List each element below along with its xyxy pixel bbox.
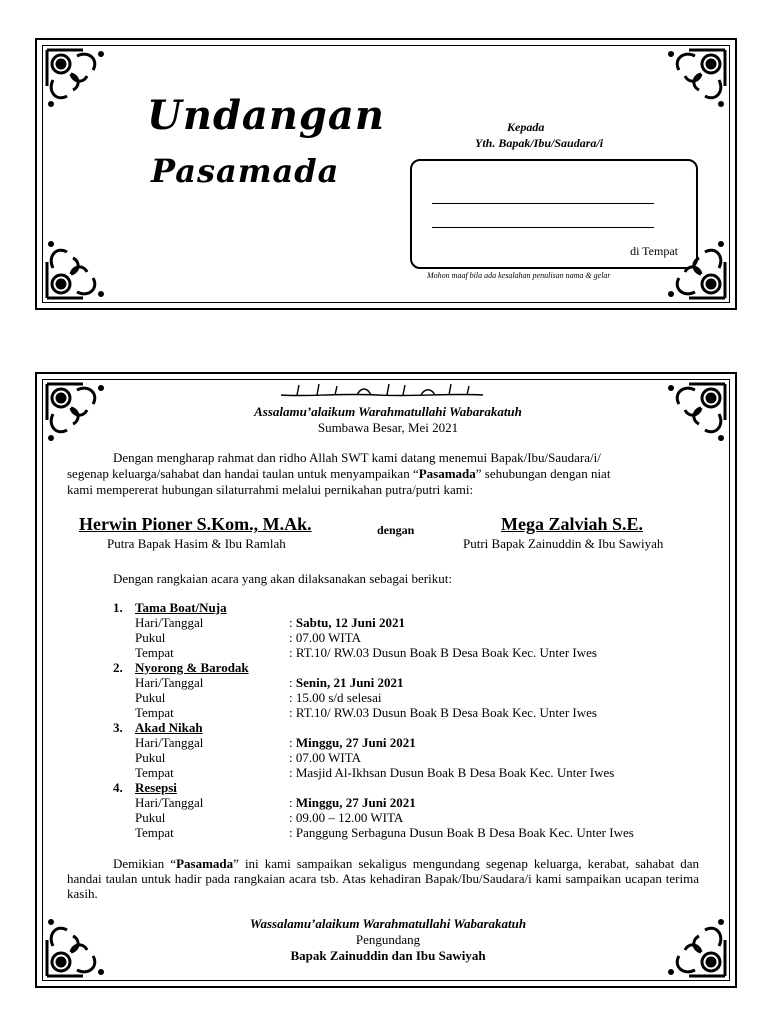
event-time-value: 15.00 s/d selesai	[295, 690, 382, 705]
intro-line-3: kami mempererat hubungan silaturrahmi melalui pernikahan putra/putri kami:	[67, 482, 474, 497]
event-place-label: Tempat	[135, 765, 174, 780]
address-line	[432, 203, 654, 204]
intro-line-2-start: segenap keluarga/sahabat dan handai taulan untuk menyampaikan “	[67, 466, 419, 481]
event-time-value: 07.00 WITA	[295, 750, 362, 765]
address-line	[432, 227, 654, 228]
corner-ornament-icon	[43, 46, 109, 112]
event-number: 3.	[113, 720, 123, 735]
intro-line-2	[67, 466, 610, 481]
event-day: : Minggu, 27 Juni 2021	[289, 735, 416, 750]
event-time-label: Pukul	[135, 630, 166, 645]
event-time: : 15.00 s/d selesai	[289, 690, 382, 705]
event-time: : 07.00 WITA	[289, 750, 362, 765]
invitation-card	[35, 372, 737, 988]
event-day-label: Hari/Tanggal	[135, 795, 204, 810]
to-label: Kepada	[507, 120, 545, 134]
event-day-label: Hari/Tanggal	[135, 675, 204, 690]
event-place-value: RT.10/ RW.03 Dusun Boak B Desa Boak Kec. Unter Iwes	[295, 705, 597, 720]
event-time-label: Pukul	[135, 810, 166, 825]
event-day-label: Hari/Tanggal	[135, 615, 204, 630]
event-name: Nyorong & Barodak	[135, 660, 249, 675]
event-time: : 07.00 WITA	[289, 630, 362, 645]
intro-line-1: Dengan mengharap rahmat dan ridho Allah SWT kami datang menemui Bapak/Ibu/Saudara/i/	[113, 450, 601, 465]
agenda-intro: Dengan rangkaian acara yang akan dilaksanakan sebagai berikut:	[113, 571, 452, 586]
event-number: 1.	[113, 600, 123, 615]
event-day-value: Minggu, 27 Juni 2021	[295, 735, 416, 750]
event-time-label: Pukul	[135, 750, 166, 765]
event-place: : RT.10/ RW.03 Dusun Boak B Desa Boak Kec. Unter Iwes	[289, 645, 597, 660]
event-name: Tama Boat/Nuja	[135, 600, 227, 615]
event-place-value: RT.10/ RW.03 Dusun Boak B Desa Boak Kec. Unter Iwes	[295, 645, 597, 660]
event-number: 4.	[113, 780, 123, 795]
corner-ornament-icon	[43, 236, 109, 302]
event-place-label: Tempat	[135, 825, 174, 840]
opening-greeting: Assalamu’alaikum Warahmatullahi Wabarakatuh	[254, 404, 522, 419]
event-place: : Panggung Serbaguna Dusun Boak B Desa Boak Kec. Unter Iwes	[289, 825, 634, 840]
groom-name: Herwin Pioner S.Kom., M.Ak.	[79, 514, 312, 534]
envelope-card	[35, 38, 737, 310]
event-name: Akad Nikah	[135, 720, 203, 735]
place-label: di Tempat	[630, 244, 678, 258]
event-place-value: Panggung Serbaguna Dusun Boak B Desa Boak Kec. Unter Iwes	[295, 825, 634, 840]
apology-note: Mohon maaf bila ada kesalahan penulisan nama & gelar	[427, 271, 611, 280]
corner-ornament-icon	[663, 46, 729, 112]
event-time: : 09.00 – 12.00 WITA	[289, 810, 404, 825]
event-day-value: Minggu, 27 Juni 2021	[295, 795, 416, 810]
event-time-value: 09.00 – 12.00 WITA	[295, 810, 404, 825]
closing-end: ” ini kami sampaikan sekaligus mengundang segenap keluarga, kerabat, sahabat dan handai taulan untuk hadir pada rangkaian acara tsb. Atas kehadiran Bapak/Ibu/Saudara/i kami sampaikan ucapan terima kasih.	[67, 856, 699, 901]
closing-greeting: Wassalamu’alaikum Warahmatullahi Wabarakatuh	[249, 916, 527, 931]
event-place: : RT.10/ RW.03 Dusun Boak B Desa Boak Kec. Unter Iwes	[289, 705, 597, 720]
event-name: Resepsi	[135, 780, 177, 795]
address-box	[410, 159, 698, 269]
event-day-value: Senin, 21 Juni 2021	[295, 675, 404, 690]
event-place-value: Masjid Al-Ikhsan Dusun Boak B Desa Boak Kec. Unter Iwes	[295, 765, 615, 780]
event-place: : Masjid Al-Ikhsan Dusun Boak B Desa Boak Kec. Unter Iwes	[289, 765, 615, 780]
bismillah-calligraphy-icon	[277, 381, 487, 399]
event-day-value: Sabtu, 12 Juni 2021	[295, 615, 405, 630]
event-place-label: Tempat	[135, 705, 174, 720]
to-recipient: Yth. Bapak/Ibu/Saudara/i	[475, 136, 604, 150]
closing-paragraph	[67, 856, 699, 901]
bride-parents: Putri Bapak Zainuddin & Ibu Sawiyah	[463, 536, 664, 551]
groom-parents: Putra Bapak Hasim & Ibu Ramlah	[107, 536, 286, 551]
bride-name: Mega Zalviah S.E.	[501, 514, 644, 534]
intro-line-2-bold: Pasamada	[418, 466, 476, 481]
event-time-label: Pukul	[135, 690, 166, 705]
closing-start: Demikian “	[113, 856, 177, 871]
connector: dengan	[377, 523, 415, 537]
event-day-label: Hari/Tanggal	[135, 735, 204, 750]
event-number: 2.	[113, 660, 123, 675]
event-day: : Sabtu, 12 Juni 2021	[289, 615, 405, 630]
envelope-title-line2: Pasamada	[151, 152, 340, 190]
event-place-label: Tempat	[135, 645, 174, 660]
envelope-title-line1: Undangan	[147, 92, 385, 139]
closing-bold: Pasamada	[176, 856, 234, 871]
host-label: Pengundang	[355, 932, 421, 947]
intro-line-2-end: ” sehubungan dengan niat	[475, 466, 611, 481]
place-date: Sumbawa Besar, Mei 2021	[317, 420, 459, 435]
event-day: : Minggu, 27 Juni 2021	[289, 795, 416, 810]
event-day: : Senin, 21 Juni 2021	[289, 675, 404, 690]
event-time-value: 07.00 WITA	[295, 630, 362, 645]
host-names: Bapak Zainuddin dan Ibu Sawiyah	[290, 948, 486, 963]
